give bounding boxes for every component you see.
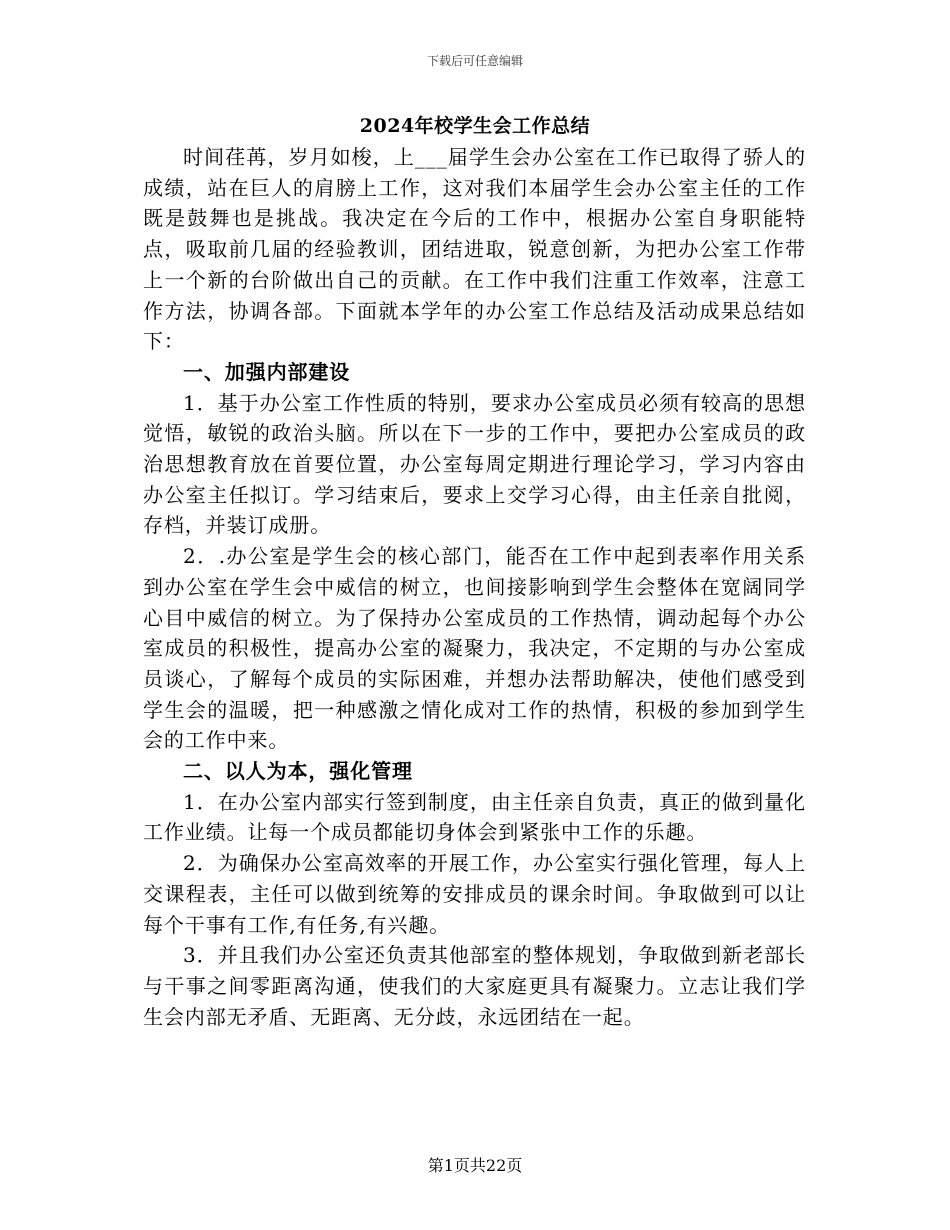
paragraph-item-1: 1．基于办公室工作性质的特别，要求办公室成员必须有较高的思想觉悟，敏锐的政治头脑。所以在下一步的工作中，要把办公室成员的政治思想教育放在首要位置，办公室每周定期进行理论学习，学习内容由办公室主任拟订。学习结束后，要求上交学习心得，由主任亲自批阅，存档，并装订成册。 — [143, 390, 806, 538]
section-heading-people-oriented: 二、以人为本，强化管理 — [183, 759, 413, 784]
paragraph-item-2-management: 2．为确保办公室高效率的开展工作，办公室实行强化管理，每人上交课程表，主任可以做到统筹的安排成员的课余时间。争取做到可以让每个干事有工作,有任务,有兴趣。 — [143, 851, 806, 937]
paragraph-item-1-checkin: 1．在办公室内部实行签到制度，由主任亲自负责，真正的做到量化工作业绩。让每一个成员都能切身体会到紧张中工作的乐趣。 — [143, 789, 806, 845]
document-body — [143, 142, 806, 1032]
paragraph-item-3-planning: 3．并且我们办公室还负责其他部室的整体规划，争取做到新老部长与干事之间零距离沟通，使我们的大家庭更具有凝聚力。立志让我们学生会内部无矛盾、无距离、无分歧，永远团结在一起。 — [143, 943, 806, 1029]
page-header-note: 下载后可任意编辑 — [426, 54, 523, 68]
page-number-footer: 第1页共22页 — [427, 1156, 523, 1175]
document-title: 2024年校学生会工作总结 — [359, 115, 591, 137]
intro-paragraph: 时间荏苒，岁月如梭，上___届学生会办公室在工作已取得了骄人的成绩，站在巨人的肩膀上工作，这对我们本届学生会办公室主任的工作既是鼓舞也是挑战。我决定在今后的工作中，根据办公室自身职能特点，吸取前几届的经验教训，团结进取，锐意创新，为把办公室工作带上一个新的台阶做出自己的贡献。在工作中我们注重工作效率，注意工作方法，协调各部。下面就本学年的办公室工作总结及活动成果总结如下： — [143, 145, 806, 354]
section-heading-internal-construction: 一、加强内部建设 — [183, 359, 351, 384]
paragraph-item-2: 2．.办公室是学生会的核心部门，能否在工作中起到表率作用关系到办公室在学生会中威信的树立，也间接影响到学生会整体在宽阔同学心目中威信的树立。为了保持办公室成员的工作热情，调动起每个办公室成员的积极性，提高办公室的凝聚力，我决定，不定期的与办公室成员谈心，了解每个成员的实际困难，并想办法帮助解决，使他们感受到学生会的温暖，把一种感激之情化成对工作的热情，积极的参加到学生会的工作中来。 — [143, 544, 806, 753]
